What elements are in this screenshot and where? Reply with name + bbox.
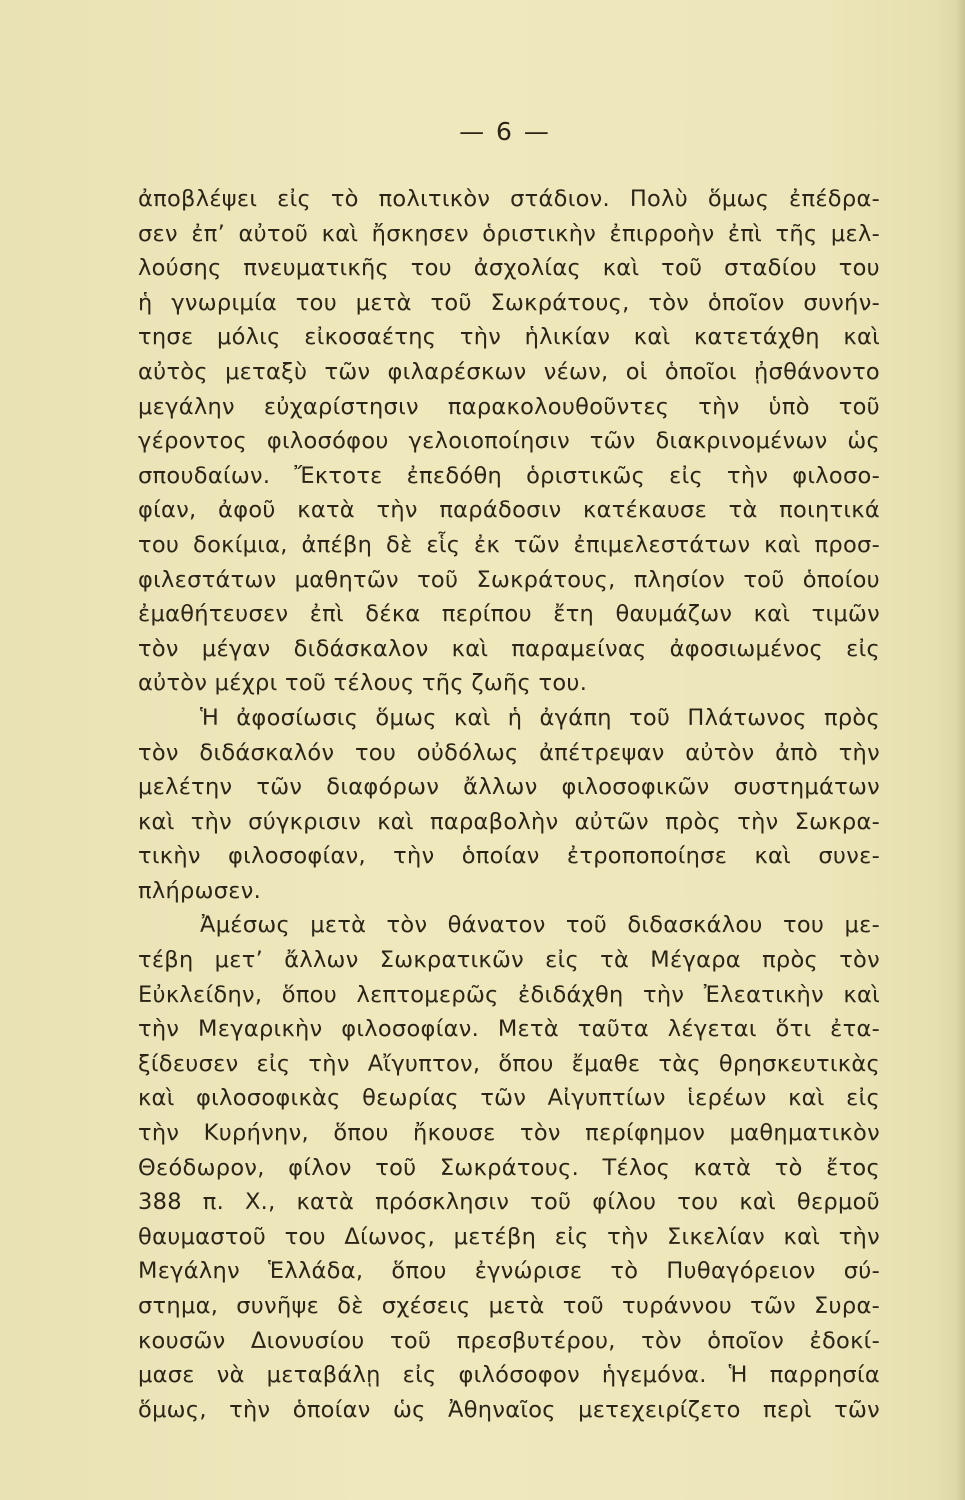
text-line: μελέτην τῶν διαφόρων ἄλλων φιλοσοφικῶν συστημάτων bbox=[138, 774, 880, 801]
text-line: Μεγάλην Ἑλλάδα, ὅπου ἐγνώρισε τὸ Πυθαγόρειον σύ- bbox=[138, 1258, 880, 1285]
text-line: 388 π. Χ., κατὰ πρόσκλησιν τοῦ φίλου του καὶ θερμοῦ bbox=[138, 1189, 880, 1216]
text-line: ἀποβλέψει εἰς τὸ πολιτικὸν στάδιον. Πολὺ ὅμως ἐπέδρα- bbox=[138, 186, 880, 212]
text-line: ἐμαθήτευσεν ἐπὶ δέκα περίπου ἔτη θαυμάζων καὶ τιμῶν bbox=[138, 601, 880, 628]
text-line: τησε μόλις εἰκοσαέτης τὴν ἡλικίαν καὶ κατετάχθη καὶ bbox=[138, 324, 880, 351]
text-line: ὅμως, τὴν ὁποίαν ὡς Ἀθηναῖος μετεχειρίζετο περὶ τῶν bbox=[138, 1396, 880, 1423]
text-line: τικὴν φιλοσοφίαν, τὴν ὁποίαν ἐτροποποίησε καὶ συνε- bbox=[138, 843, 880, 870]
text-line: αὐτὸν μέχρι τοῦ τέλους τῆς ζωῆς του. bbox=[138, 670, 588, 697]
text-line: στημα, συνῆψε δὲ σχέσεις μετὰ τοῦ τυράννου τῶν Συρα- bbox=[138, 1293, 880, 1319]
text-line: τὴν Κυρήνην, ὅπου ἤκουσε τὸν περίφημον μαθηματικὸν bbox=[138, 1120, 880, 1147]
text-line: ἡ γνωριμία του μετὰ τοῦ Σωκράτους, τὸν ὁποῖον συνήν- bbox=[138, 289, 880, 316]
page-number: — 6 — bbox=[459, 117, 551, 146]
text-line: Εὐκλείδην, ὅπου λεπτομερῶς ἐδιδάχθη τὴν Ἐλεατικὴν καὶ bbox=[138, 981, 880, 1008]
text-line: κουσῶν Διονυσίου τοῦ πρεσβυτέρου, τὸν ὁποῖον ἐδοκί- bbox=[138, 1327, 880, 1354]
text-line: πλήρωσεν. bbox=[138, 877, 262, 904]
text-line: Ἀμέσως μετὰ τὸν θάνατον τοῦ διδασκάλου του με- bbox=[200, 912, 880, 939]
text-line: τὴν Μεγαρικὴν φιλοσοφίαν. Μετὰ ταῦτα λέγεται ὅτι ἐτα- bbox=[138, 1016, 880, 1043]
text-line: λούσης πνευματικῆς του ἀσχολίας καὶ τοῦ σταδίου του bbox=[138, 255, 880, 282]
text-line: ξίδευσεν εἰς τὴν Αἴγυπτον, ὅπου ἔμαθε τὰς θρησκευτικὰς bbox=[138, 1050, 880, 1077]
text-line: θαυμαστοῦ του Δίωνος, μετέβη εἰς τὴν Σικελίαν καὶ τὴν bbox=[138, 1223, 880, 1250]
text-line: Θεόδωρον, φίλον τοῦ Σωκράτους. Τέλος κατὰ τὸ ἔτος bbox=[138, 1154, 880, 1181]
page-edge bbox=[955, 0, 965, 1500]
text-line: σπουδαίων. Ἔκτοτε ἐπεδόθη ὁριστικῶς εἰς τὴν φιλοσο- bbox=[138, 462, 880, 489]
body-text bbox=[138, 182, 880, 1427]
text-line: του δοκίμια, ἀπέβη δὲ εἷς ἐκ τῶν ἐπιμελεστάτων καὶ προσ- bbox=[138, 531, 880, 558]
text-line: τέβη μετ’ ἄλλων Σωκρατικῶν εἰς τὰ Μέγαρα πρὸς τὸν bbox=[138, 947, 880, 974]
text-line: σεν ἐπ’ αὐτοῦ καὶ ἤσκησεν ὁριστικὴν ἐπιρροὴν ἐπὶ τῆς μελ- bbox=[138, 220, 880, 247]
text-line: γέροντος φιλοσόφου γελοιοποίησιν τῶν διακρινομένων ὡς bbox=[138, 428, 880, 455]
text-line: Ἡ ἀφοσίωσις ὅμως καὶ ἡ ἀγάπη τοῦ Πλάτωνος πρὸς bbox=[200, 704, 880, 731]
text-line: μασε νὰ μεταβάλῃ εἰς φιλόσοφον ἡγεμόνα. Ἡ παρρησία bbox=[138, 1362, 880, 1389]
text-line: φίαν, ἀφοῦ κατὰ τὴν παράδοσιν κατέκαυσε τὰ ποιητικά bbox=[138, 497, 880, 524]
text-line: μεγάλην εὐχαρίστησιν παρακολουθοῦντες τὴν ὑπὸ τοῦ bbox=[138, 393, 880, 420]
text-line: καὶ τὴν σύγκρισιν καὶ παραβολὴν αὐτῶν πρὸς τὴν Σωκρα- bbox=[138, 808, 880, 835]
text-line: τὸν μέγαν διδάσκαλον καὶ παραμείνας ἀφοσιωμένος εἰς bbox=[138, 635, 880, 662]
text-line: αὐτὸς μεταξὺ τῶν φιλαρέσκων νέων, οἱ ὁποῖοι ᾐσθάνοντο bbox=[138, 358, 880, 385]
text-line: καὶ φιλοσοφικὰς θεωρίας τῶν Αἰγυπτίων ἱερέων καὶ εἰς bbox=[138, 1085, 880, 1112]
text-line: φιλεστάτων μαθητῶν τοῦ Σωκράτους, πλησίον τοῦ ὁποίου bbox=[138, 566, 880, 593]
text-line: τὸν διδάσκαλόν του οὐδόλως ἀπέτρεψαν αὐτὸν ἀπὸ τὴν bbox=[138, 739, 880, 766]
